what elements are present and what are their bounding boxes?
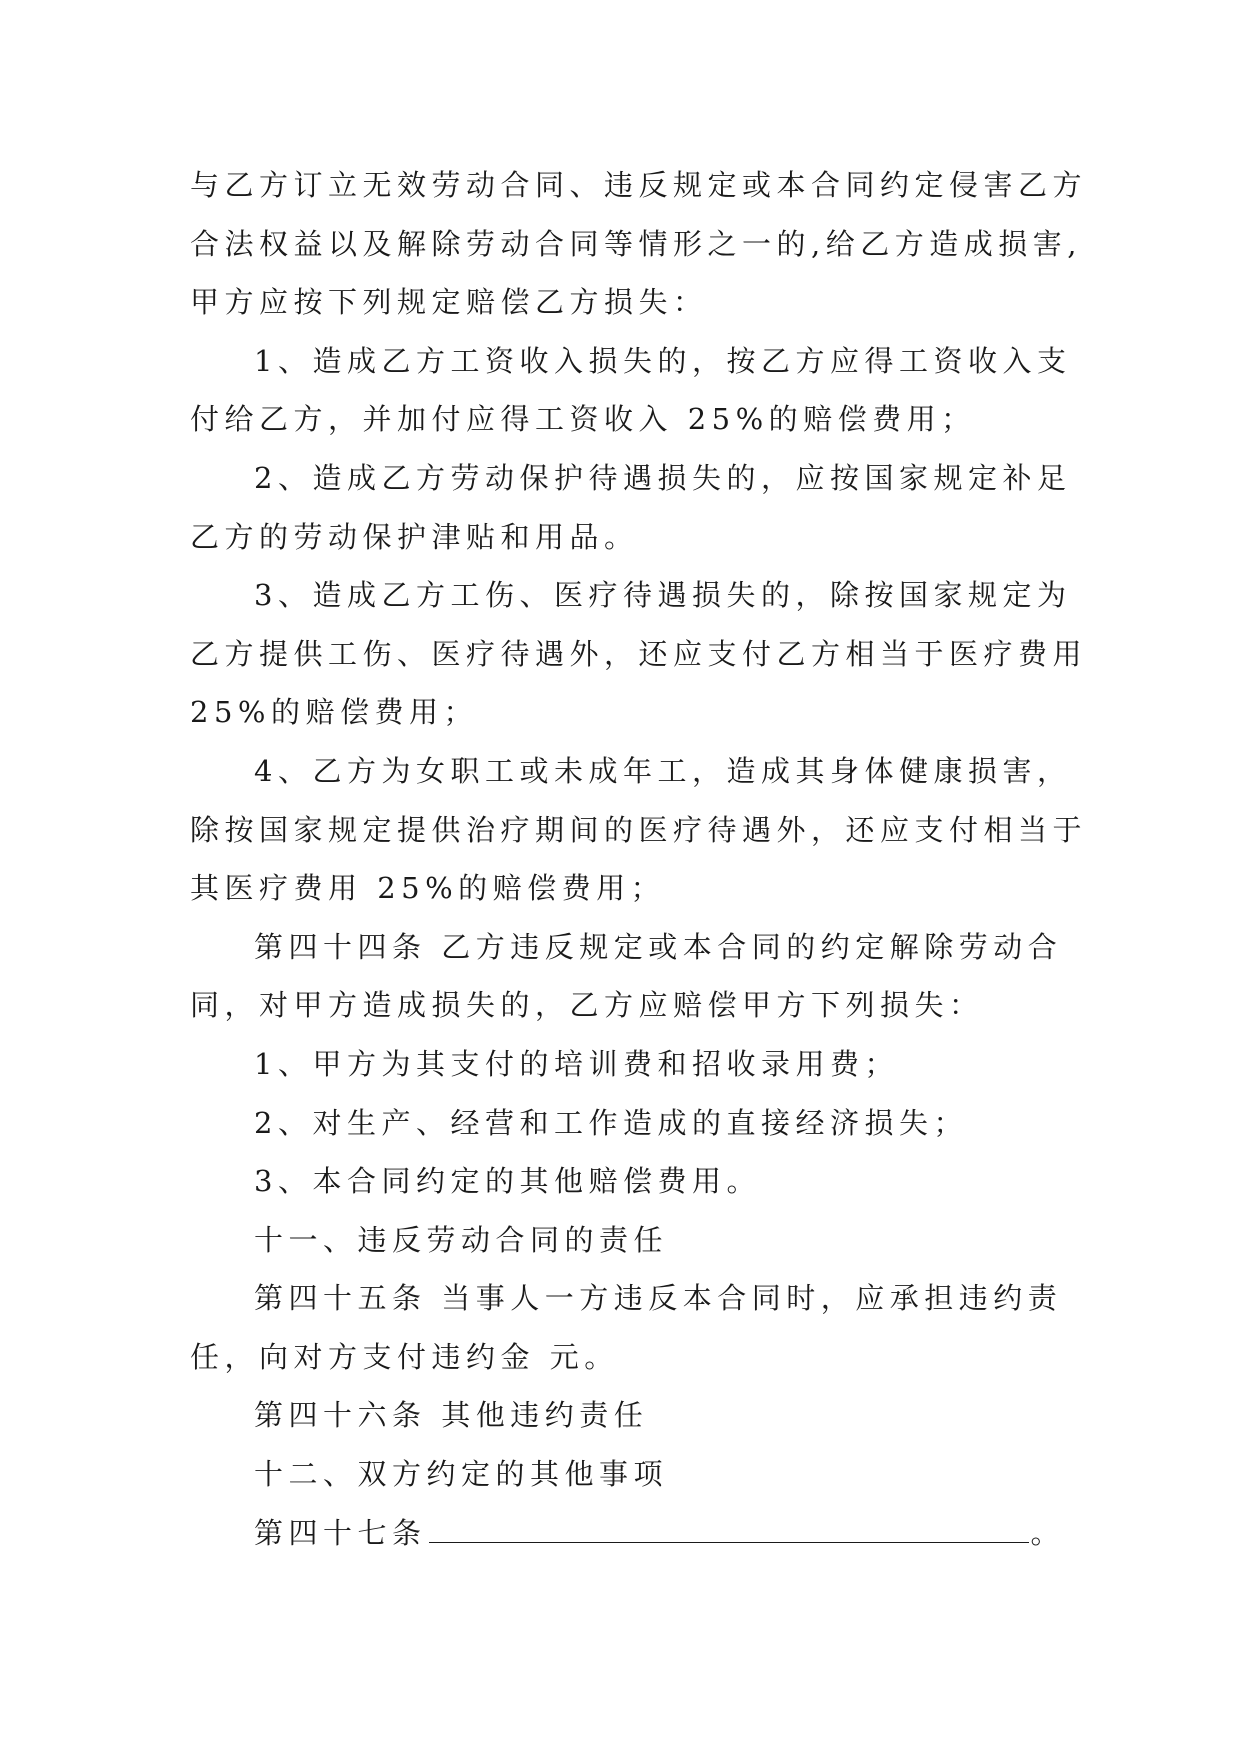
text-line-10: 25%的赔偿费用； [190, 695, 478, 730]
text-line-7: 乙方的劳动保护津贴和用品。 [190, 519, 639, 554]
text-line-1: 与乙方订立无效劳动合同、违反规定或本合同约定侵害乙方 [190, 168, 1088, 202]
section-heading-11: 十一、违反劳动合同的责任 [254, 1222, 669, 1257]
text-line-13: 其医疗费用 25%的赔偿费用； [190, 871, 666, 906]
text-line-9: 乙方提供工伤、医疗待遇外，还应支付乙方相当于医疗费用 [190, 636, 1088, 671]
text-line-14: 第四十四条 乙方违反规定或本合同的约定解除劳动合 [254, 929, 1063, 964]
text-line-3: 甲方应按下列规定赔偿乙方损失： [190, 285, 708, 320]
text-line-6: 2、造成乙方劳动保护待遇损失的，应按国家规定补足 [254, 460, 1072, 495]
article-47-period: 。 [1030, 1515, 1066, 1550]
text-line-16: 1、甲方为其支付的培训费和招收录用费； [254, 1046, 899, 1081]
text-line-20: 第四十五条 当事人一方违反本合同时，应承担违约责 [254, 1281, 1063, 1316]
text-line-11: 4、乙方为女职工或未成年工，造成其身体健康损害， [254, 753, 1072, 788]
text-line-18: 3、本合同约定的其他赔偿费用。 [254, 1164, 761, 1199]
article-47-line [190, 1504, 1070, 1563]
text-line-4: 1、造成乙方工资收入损失的，按乙方应得工资收入支 [254, 343, 1072, 378]
text-line-17: 2、对生产、经营和工作造成的直接经济损失； [254, 1105, 968, 1140]
text-line-15: 同，对甲方造成损失的，乙方应赔偿甲方下列损失： [190, 988, 984, 1023]
document-body [190, 156, 1088, 1562]
text-line-22: 第四十六条 其他违约责任 [254, 1398, 649, 1433]
text-line-21: 任，向对方支付违约金 元。 [190, 1339, 619, 1374]
fill-in-blank[interactable] [429, 1504, 1029, 1543]
text-line-5: 付给乙方，并加付应得工资收入 25%的赔偿费用； [190, 402, 976, 437]
text-line-8: 3、造成乙方工伤、医疗待遇损失的，除按国家规定为 [254, 578, 1072, 613]
section-heading-12: 十二、双方约定的其他事项 [254, 1457, 669, 1492]
text-line-2: 合法权益以及解除劳动合同等情形之一的,给乙方造成损害, [190, 226, 1082, 261]
text-line-12: 除按国家规定提供治疗期间的医疗待遇外，还应支付相当于 [190, 812, 1088, 847]
article-47-label: 第四十七条 [254, 1515, 427, 1550]
